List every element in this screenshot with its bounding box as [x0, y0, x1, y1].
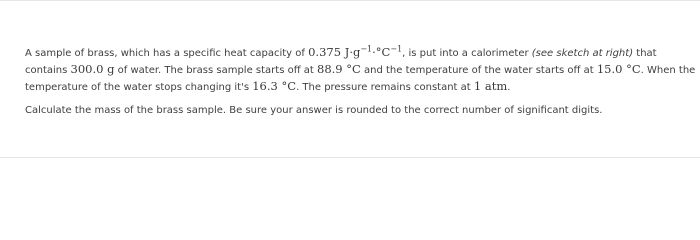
pressure-value: 1 — [473, 79, 482, 93]
unit-g-exponent: −1 — [360, 44, 373, 54]
water-mass-value: 300.0 — [70, 62, 104, 76]
heat-capacity-value — [308, 45, 402, 59]
water-temp-value: 15.0 — [596, 62, 623, 76]
problem-line-1 — [25, 44, 695, 61]
problem-line-2 — [25, 61, 695, 78]
line2-text-middle2: and the temperature of the water starts off at — [360, 65, 597, 76]
line2-text-end: . When the — [640, 65, 696, 76]
final-temp — [252, 79, 296, 93]
brass-initial-temp — [317, 62, 361, 76]
line3-text-end: . — [507, 82, 511, 93]
water-initial-temp — [597, 62, 641, 76]
unit-degc: ·°C — [372, 45, 391, 59]
unit-j-g: J·g — [344, 45, 361, 59]
line2-text-middle: of water. The brass sample starts off at — [114, 65, 318, 76]
final-temp-value: 16.3 — [252, 79, 278, 93]
problem-statement — [25, 44, 695, 119]
line1-text-end: that — [633, 48, 657, 59]
line1-text-start: A sample of brass, which has a specific heat capacity of — [25, 48, 309, 59]
pressure — [474, 79, 507, 93]
water-temp-unit: °C — [626, 62, 641, 76]
pressure-unit: atm — [484, 79, 508, 93]
brass-temp-unit: °C — [346, 62, 361, 76]
line3-text-start: temperature of the water stops changing it's — [25, 82, 253, 93]
unit-c-exponent: −1 — [390, 44, 403, 54]
problem-line-3 — [25, 78, 695, 95]
heat-capacity-number: 0.375 — [308, 45, 342, 59]
water-mass — [71, 62, 115, 76]
brass-temp-value: 88.9 — [317, 62, 343, 76]
line1-text-middle: , is put into a calorimeter — [402, 48, 532, 59]
question-text: Calculate the mass of the brass sample. Be sure your answer is rounded to the correct number of significant digits. — [25, 105, 603, 116]
water-mass-unit: g — [107, 62, 115, 76]
question-line — [25, 102, 695, 119]
final-temp-unit: °C — [281, 79, 297, 93]
line2-text-start: contains — [25, 65, 71, 76]
line3-text-middle: . The pressure remains constant at — [296, 82, 474, 93]
sketch-note: (see sketch at right) — [531, 48, 634, 59]
paragraph-spacer — [25, 95, 695, 102]
